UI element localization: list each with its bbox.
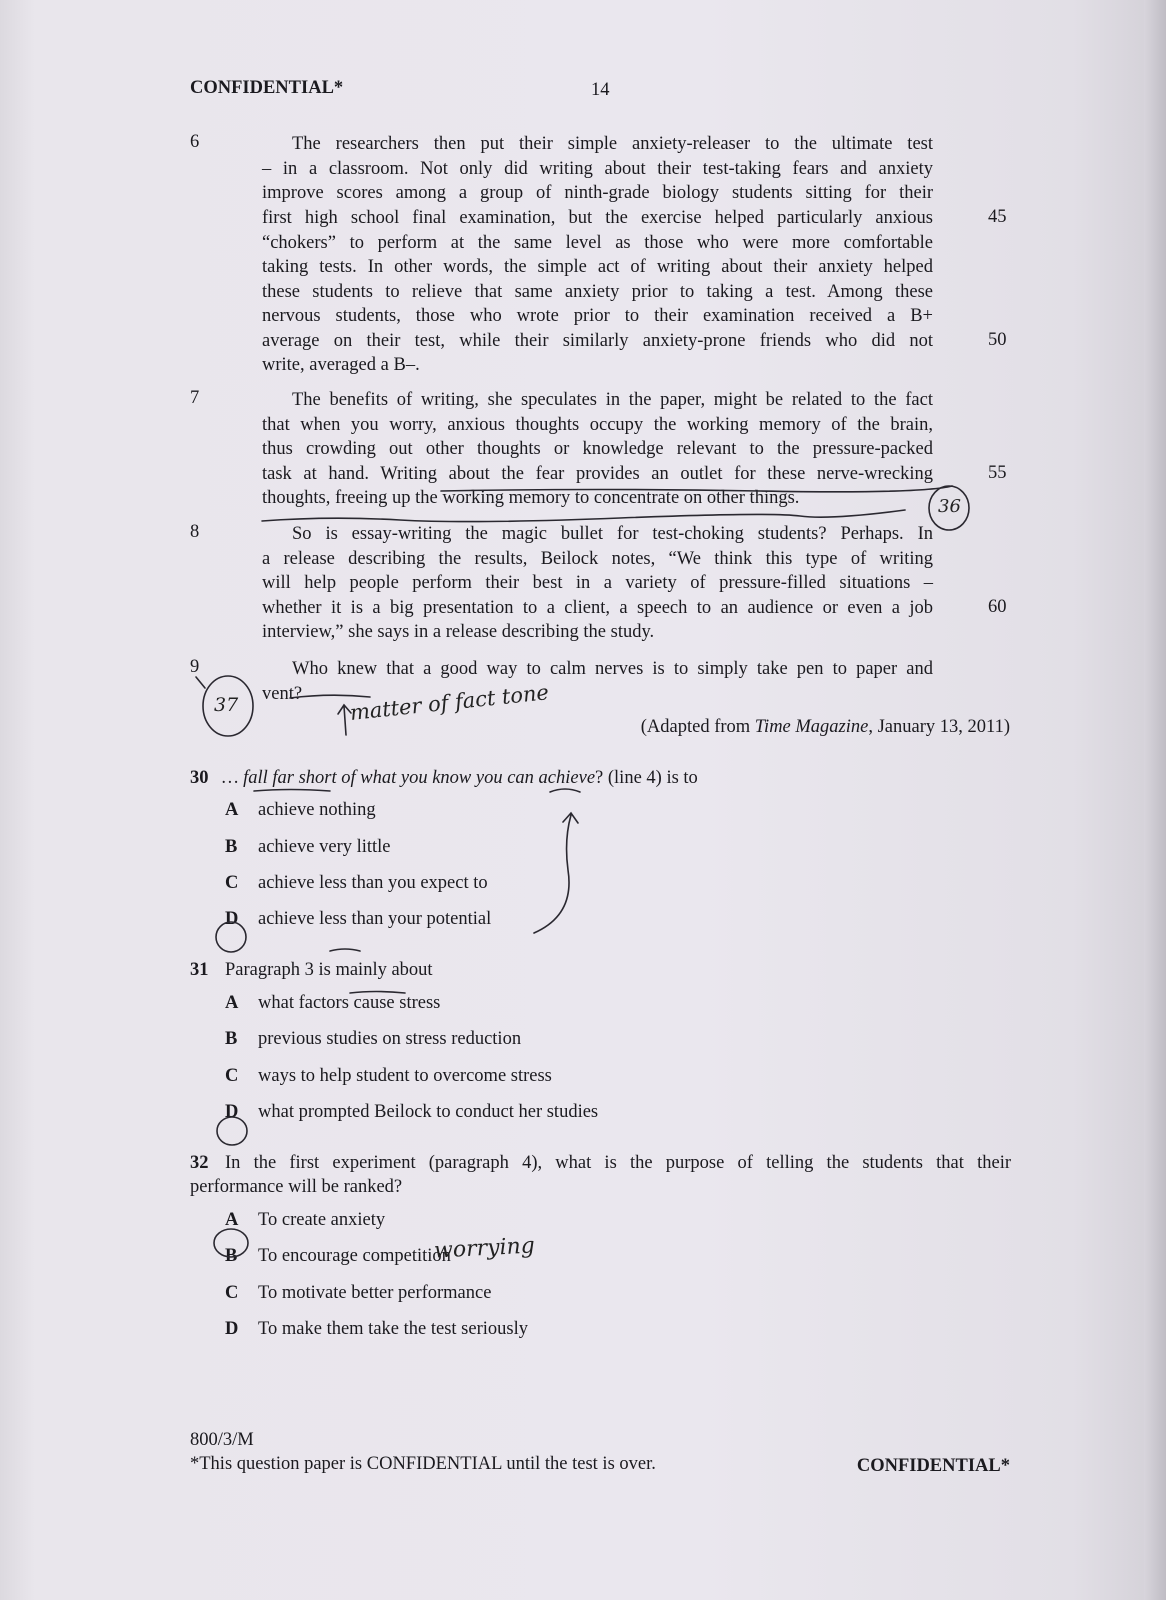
underline-mark <box>330 949 360 951</box>
pen-stroke <box>196 677 205 688</box>
option-text: To encourage competition <box>258 1246 451 1266</box>
paragraph-line: a release describing the results, Beilock notes, “We think this type of writing <box>262 549 933 569</box>
option-text: previous studies on stress reduction <box>258 1029 522 1049</box>
source-suffix: , January 13, 2011) <box>868 717 1010 737</box>
option-letter[interactable]: C <box>225 873 239 893</box>
paragraph-line: “chokers” to perform at the same level as those who were more comfortable <box>262 233 933 253</box>
paragraph-line: that when you worry, anxious thoughts occupy the working memory of the brain, <box>262 415 933 435</box>
handwritten-circle-number: 36 <box>938 496 961 517</box>
question-number: 31 <box>190 960 209 980</box>
question-stem <box>222 766 698 791</box>
paragraph-line: So is essay-writing the magic bullet for test-choking students? Perhaps. In <box>292 524 933 544</box>
option-text: To create anxiety <box>258 1210 386 1230</box>
paragraph-line: The researchers then put their simple anxiety-releaser to the ultimate test <box>292 134 933 154</box>
question-stem: In the first experiment (paragraph 4), what is the purpose of telling the students that their <box>225 1153 1011 1173</box>
paragraph-line: first high school final examination, but the exercise helped particularly anxious <box>262 208 933 228</box>
paragraph-line: nervous students, those who wrote prior to their examination received a B+ <box>262 306 933 326</box>
paragraph-line: Who knew that a good way to calm nerves is to simply take pen to paper and <box>292 659 933 679</box>
question-stem-rest: ? (line 4) is to <box>595 768 698 788</box>
option-letter[interactable]: D <box>225 1319 239 1339</box>
line-number: 45 <box>988 207 1007 227</box>
paragraph-line: improve scores among a group of ninth-grade biology students sitting for their <box>262 183 933 203</box>
option-letter[interactable]: A <box>225 800 239 820</box>
line-number: 55 <box>988 463 1007 483</box>
paragraph-number: 9 <box>190 657 200 677</box>
option-text: achieve nothing <box>258 800 376 820</box>
option-text: To make them take the test seriously <box>258 1319 528 1339</box>
paragraph-line: The benefits of writing, she speculates in the paper, might be related to the fact <box>292 390 933 410</box>
paragraph-line: these students to relieve that same anxiety prior to taking a test. Among these <box>262 282 933 302</box>
paragraph-number: 7 <box>190 388 200 408</box>
question-number: 32 <box>190 1153 209 1173</box>
option-letter[interactable]: A <box>225 1210 239 1230</box>
line-number: 60 <box>988 597 1007 617</box>
paragraph-line: interview,” she says in a release describing the study. <box>262 622 655 642</box>
arrow-mark <box>534 813 578 933</box>
paragraph-number: 8 <box>190 522 200 542</box>
page-edge <box>1144 0 1166 1600</box>
source-prefix: (Adapted from <box>640 717 755 737</box>
paragraph-line: will help people perform their best in a variety of pressure-filled situations – <box>262 573 933 593</box>
footer-code: 800/3/M <box>190 1430 254 1450</box>
question-stem: performance will be ranked? <box>190 1177 403 1197</box>
handwritten-note: worrying <box>433 1233 536 1264</box>
option-text: what prompted Beilock to conduct her studies <box>258 1102 599 1122</box>
option-letter[interactable]: A <box>225 993 239 1013</box>
option-text: ways to help student to overcome stress <box>258 1066 552 1086</box>
paragraph-line: average on their test, while their similarly anxiety-prone friends who did not <box>262 331 933 351</box>
footer-confidential: CONFIDENTIAL* <box>856 1456 1010 1476</box>
question-number: 30 <box>190 768 209 788</box>
handwritten-circle-number: 37 <box>214 694 239 716</box>
option-letter[interactable]: B <box>225 837 238 857</box>
option-letter[interactable]: D <box>225 1102 239 1122</box>
underline-mark <box>262 510 905 522</box>
question-stem: Paragraph 3 is mainly about <box>225 960 433 980</box>
paragraph-line: write, averaged a B–. <box>262 355 420 375</box>
paragraph-line: thoughts, freeing up the working memory to concentrate on other things. <box>262 488 800 508</box>
header-confidential: CONFIDENTIAL* <box>190 78 344 98</box>
footer-note: *This question paper is CONFIDENTIAL until the test is over. <box>190 1454 656 1474</box>
option-text: achieve less than your potential <box>258 909 492 929</box>
option-letter[interactable]: B <box>225 1246 238 1266</box>
option-letter[interactable]: C <box>225 1283 239 1303</box>
option-letter[interactable]: C <box>225 1066 239 1086</box>
option-text: achieve very little <box>258 837 391 857</box>
paragraph-number: 6 <box>190 132 200 152</box>
option-text: what factors cause stress <box>258 993 441 1013</box>
paragraph-line: task at hand. Writing about the fear provides an outlet for these nerve-wrecking <box>262 464 933 484</box>
paragraph-line: thus crowding out other thoughts or knowledge relevant to the pressure-packed <box>262 439 933 459</box>
option-text: achieve less than you expect to <box>258 873 488 893</box>
handwritten-note: matter of fact tone <box>348 680 550 725</box>
line-number: 50 <box>988 330 1007 350</box>
option-text: To motivate better performance <box>258 1283 492 1303</box>
question-stem-quote: … fall far short of what you know you can achieve <box>222 768 596 788</box>
option-letter[interactable]: B <box>225 1029 238 1049</box>
source-title: Time Magazine <box>754 717 869 737</box>
option-letter[interactable]: D <box>225 909 239 929</box>
paragraph-line: – in a classroom. Not only did writing about their test-taking fears and anxiety <box>262 159 933 179</box>
source-citation <box>641 715 1010 740</box>
paragraph-line: vent? <box>262 684 303 704</box>
paragraph-line: taking tests. In other words, the simple act of writing about their anxiety helped <box>262 257 933 277</box>
page-number: 14 <box>591 80 610 100</box>
paragraph-line: whether it is a big presentation to a client, a speech to an audience or even a job <box>262 598 933 618</box>
